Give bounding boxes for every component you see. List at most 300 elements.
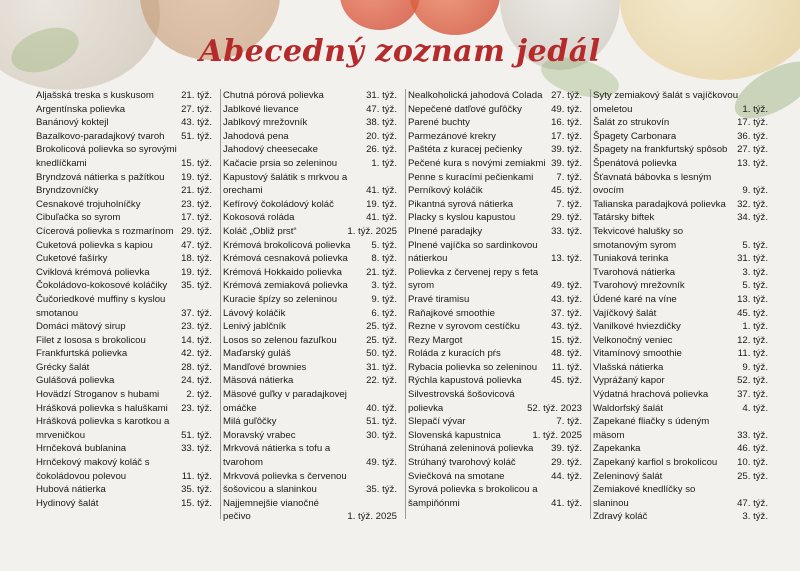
recipe-week: 36. týž.	[737, 130, 768, 142]
recipe-entry	[408, 225, 582, 239]
recipe-week: 11. týž.	[181, 470, 212, 482]
recipe-name: Banánový koktejl	[36, 117, 109, 129]
recipe-entry	[593, 442, 768, 456]
recipe-week: 22. týž.	[366, 375, 397, 387]
recipe-week: 33. týž.	[551, 225, 582, 237]
recipe-entry	[36, 415, 212, 442]
recipe-name: Výdatná hrachová polievka	[593, 389, 709, 401]
recipe-name: Cesnakové trojuholníčky	[36, 198, 141, 210]
recipe-week: 49. týž.	[366, 457, 397, 469]
recipe-name: Pikantná syrová nátierka	[408, 198, 514, 210]
recipe-entry	[36, 483, 212, 497]
recipe-week: 21. týž.	[181, 90, 212, 101]
recipe-entry	[223, 239, 397, 253]
recipe-name: Jahodová pena	[223, 130, 289, 142]
recipe-name: Cviklová krémová polievka	[36, 266, 150, 278]
recipe-entry	[36, 320, 212, 334]
recipe-name: Pravé tiramisu	[408, 293, 470, 305]
recipe-name: Tvarohový mrežovník	[593, 280, 685, 292]
recipe-entry	[223, 388, 397, 415]
recipe-name: Strúhaná zeleninová polievka	[408, 443, 534, 455]
recipe-entry	[408, 157, 582, 171]
recipe-name: Krémová cesnaková polievka	[223, 253, 348, 265]
recipe-week: 21. týž.	[181, 185, 212, 197]
recipe-entry	[223, 293, 397, 307]
recipe-entry	[223, 143, 397, 157]
recipe-name: Chutná pórová polievka	[223, 90, 324, 101]
recipe-entry	[223, 374, 397, 388]
recipe-week: 47. týž.	[366, 103, 397, 115]
recipe-week: 31. týž.	[366, 361, 397, 373]
tomato-image	[410, 0, 500, 35]
recipe-week: 24. týž.	[181, 375, 212, 387]
recipe-entry	[36, 116, 212, 130]
recipe-entry	[223, 497, 397, 524]
recipe-name: Najjemnejšie vianočné pečivo	[223, 497, 319, 523]
recipe-entry	[223, 171, 397, 198]
recipe-entry	[408, 456, 582, 470]
recipe-name: Parmezánové krekry	[408, 130, 496, 142]
recipe-entry	[223, 429, 397, 443]
recipe-name: Jablkové lievance	[223, 103, 299, 115]
recipe-name: Mrkvová polievka s červenou šošovicou a slaninkou	[223, 470, 347, 496]
recipe-week: 38. týž.	[366, 117, 397, 129]
recipe-entry	[223, 198, 397, 212]
recipe-entry	[408, 347, 582, 361]
recipe-name: Jahodový cheesecake	[223, 144, 318, 156]
recipe-week: 37. týž.	[181, 307, 212, 319]
recipe-week: 23. týž.	[181, 402, 212, 414]
recipe-entry	[593, 130, 768, 144]
recipe-week: 40. týž.	[366, 402, 397, 414]
recipe-entry	[593, 211, 768, 225]
recipe-week: 51. týž.	[366, 416, 397, 428]
recipe-week: 1. týž.	[371, 157, 397, 169]
recipe-entry	[593, 171, 768, 198]
recipe-week: 9. týž.	[742, 361, 768, 373]
recipe-name: Frankfurtská polievka	[36, 348, 128, 360]
recipe-name: Lenivý jablčník	[223, 321, 286, 333]
recipe-name: Kefírový čokoládový koláč	[223, 198, 334, 210]
recipe-week: 52. týž.	[737, 375, 768, 387]
recipe-name: Rýchla kapustová polievka	[408, 375, 522, 387]
recipe-entry	[223, 157, 397, 171]
recipe-entry	[593, 470, 768, 484]
recipe-week: 13. týž.	[737, 293, 768, 305]
recipe-week: 17. týž.	[551, 130, 582, 142]
recipe-entry	[593, 374, 768, 388]
recipe-entry	[36, 198, 212, 212]
recipe-week: 7. týž.	[556, 171, 582, 183]
recipe-name: Rybacia polievka so zeleninou	[408, 361, 538, 373]
recipe-week: 43. týž.	[551, 321, 582, 333]
recipe-week: 1. týž. 2025	[347, 511, 397, 523]
recipe-entry	[223, 279, 397, 293]
recipe-name: Filet z lososa s brokolicou	[36, 334, 146, 346]
recipe-name: Gulášová polievka	[36, 375, 115, 387]
recipe-name: Pečené kura s novými zemiakmi	[408, 157, 546, 169]
recipe-name: Šťavnatá bábovka s lesným ovocím	[593, 171, 712, 197]
recipe-name: Vyprážaný kapor	[593, 375, 665, 387]
recipe-week: 31. týž.	[366, 90, 397, 101]
recipe-week: 51. týž.	[181, 429, 212, 441]
recipe-week: 17. týž.	[181, 212, 212, 224]
recipe-week: 28. týž.	[181, 361, 212, 373]
recipe-name: Špenátová polievka	[593, 157, 677, 169]
recipe-entry	[593, 347, 768, 361]
recipe-week: 45. týž.	[551, 185, 582, 197]
recipe-week: 48. týž.	[551, 348, 582, 360]
recipe-entry	[408, 211, 582, 225]
recipe-entry	[408, 442, 582, 456]
recipe-entry	[36, 442, 212, 456]
recipe-entry	[223, 361, 397, 375]
recipe-entry	[408, 143, 582, 157]
recipe-week: 37. týž.	[737, 389, 768, 401]
recipe-name: Strúhaný tvarohový koláč	[408, 457, 516, 469]
recipe-week: 44. týž.	[551, 470, 582, 482]
recipe-name: Zapekané fliačky s údeným mäsom	[593, 416, 710, 441]
recipe-entry	[593, 225, 768, 252]
recipe-name: Zdravý koláč	[593, 511, 648, 523]
recipe-entry	[36, 184, 212, 198]
recipe-name: Hrnčekový makový koláč s čokoládovou polevou	[36, 457, 150, 482]
recipe-name: Čokoládovo-kokosové koláčiky	[36, 280, 168, 292]
recipe-entry	[223, 130, 397, 144]
recipe-entry	[36, 334, 212, 348]
recipe-entry	[223, 415, 397, 429]
recipe-name: Zapekaný karfiol s brokolicou	[593, 457, 718, 469]
recipe-entry	[36, 143, 212, 170]
recipe-week: 27. týž.	[737, 144, 768, 156]
recipe-week: 41. týž.	[366, 212, 397, 224]
recipe-entry	[36, 347, 212, 361]
recipe-name: Koláč „Obliž prst“	[223, 225, 297, 237]
recipe-week: 15. týž.	[181, 157, 212, 169]
recipe-entry	[36, 402, 212, 416]
recipe-name: Cuketová polievka s kapiou	[36, 239, 153, 251]
recipe-entry	[593, 334, 768, 348]
recipe-name: Parené buchty	[408, 117, 470, 129]
recipe-entry	[36, 130, 212, 144]
recipe-entry	[593, 252, 768, 266]
recipe-entry	[223, 211, 397, 225]
recipe-week: 10. týž.	[737, 457, 768, 469]
recipe-entry	[223, 347, 397, 361]
recipe-entry	[223, 225, 397, 239]
recipe-name: Lávový koláčik	[223, 307, 286, 319]
recipe-entry	[593, 388, 768, 402]
recipe-entry	[408, 429, 582, 443]
recipe-entry	[593, 361, 768, 375]
recipe-week: 5. týž.	[371, 239, 397, 251]
recipe-week: 29. týž.	[181, 225, 212, 237]
recipe-name: Krémová zemiaková polievka	[223, 280, 348, 292]
recipe-name: Rezy Margot	[408, 334, 463, 346]
recipe-entry	[408, 266, 582, 293]
recipe-week: 13. týž.	[551, 253, 582, 265]
recipe-week: 18. týž.	[181, 253, 212, 265]
recipe-week: 45. týž.	[737, 307, 768, 319]
recipe-name: Vanilkové hviezdičky	[593, 321, 681, 333]
recipe-week: 31. týž.	[737, 253, 768, 265]
recipe-week: 19. týž.	[181, 171, 212, 183]
recipe-week: 51. týž.	[181, 130, 212, 142]
recipe-week: 1. týž. 2025	[347, 225, 397, 237]
recipe-name: Špagety Carbonara	[593, 130, 677, 142]
recipe-week: 27. týž.	[181, 103, 212, 115]
recipe-name: Zemiakové knedlíčky so slaninou	[593, 484, 696, 509]
recipe-week: 27. týž.	[551, 90, 582, 101]
recipe-week: 42. týž.	[181, 348, 212, 360]
recipe-name: Vlašská nátierka	[593, 361, 664, 373]
recipe-entry	[223, 307, 397, 321]
recipe-name: Špagety na frankfurtský spôsob	[593, 144, 728, 156]
recipe-entry	[223, 103, 397, 117]
recipe-week: 37. týž.	[551, 307, 582, 319]
recipe-week: 45. týž.	[551, 375, 582, 387]
recipe-name: Aljašská treska s kuskusom	[36, 90, 154, 101]
recipe-name: Mäsová nátierka	[223, 375, 294, 387]
recipe-name: Krémová brokolicová polievka	[223, 239, 351, 251]
recipe-entry	[593, 143, 768, 157]
recipe-entry	[223, 442, 397, 469]
recipe-name: Syty zemiakový šalát s vajíčkovou omeletou	[593, 90, 739, 115]
recipe-name: Sviečková na smotane	[408, 470, 505, 482]
recipe-entry	[593, 402, 768, 416]
recipe-week: 2. týž.	[186, 389, 212, 401]
recipe-name: Milá guľôčky	[223, 416, 277, 428]
recipe-week: 52. týž. 2023	[527, 402, 582, 414]
recipe-week: 1. týž.	[742, 321, 768, 333]
recipe-entry	[223, 252, 397, 266]
recipe-week: 49. týž.	[551, 280, 582, 292]
recipe-name: Raňajkové smoothie	[408, 307, 495, 319]
recipe-name: Polievka z červenej repy s feta syrom	[408, 266, 539, 292]
recipe-name: Jablkový mrežovník	[223, 117, 308, 129]
recipe-entry	[593, 279, 768, 293]
recipe-name: Kačacie prsia so zeleninou	[223, 157, 338, 169]
recipe-week: 19. týž.	[366, 198, 397, 210]
recipe-entry	[223, 116, 397, 130]
recipe-week: 7. týž.	[556, 198, 582, 210]
recipe-week: 29. týž.	[551, 212, 582, 224]
index-column-3	[406, 89, 591, 519]
recipe-week: 26. týž.	[366, 144, 397, 156]
recipe-week: 5. týž.	[742, 280, 768, 292]
recipe-name: Hubová nátierka	[36, 484, 106, 496]
recipe-week: 50. týž.	[366, 348, 397, 360]
recipe-week: 35. týž.	[181, 484, 212, 496]
recipe-entry	[36, 388, 212, 402]
recipe-entry	[36, 497, 212, 511]
recipe-week: 20. týž.	[366, 130, 397, 142]
recipe-entry	[408, 130, 582, 144]
recipe-entry	[408, 116, 582, 130]
recipe-week: 29. týž.	[551, 457, 582, 469]
recipe-entry	[36, 293, 212, 320]
recipe-week: 11. týž.	[551, 361, 582, 373]
recipe-week: 9. týž.	[371, 293, 397, 305]
recipe-name: Bazalkovo-paradajkový tvaroh	[36, 130, 165, 142]
recipe-name: Losos so zelenou fazuľkou	[223, 334, 337, 346]
recipe-name: Hovädzí Stroganov s hubami	[36, 389, 160, 401]
recipe-week: 46. týž.	[737, 443, 768, 455]
recipe-entry	[408, 320, 582, 334]
recipe-week: 25. týž.	[737, 470, 768, 482]
recipe-name: Argentínska polievka	[36, 103, 126, 115]
recipe-entry	[408, 239, 582, 266]
recipe-name: Penne s kuracími pečienkami	[408, 171, 534, 183]
recipe-week: 14. týž.	[181, 334, 212, 346]
tomato-image	[340, 0, 420, 30]
recipe-name: Nealkoholická jahodová Colada	[408, 90, 543, 101]
recipe-week: 25. týž.	[366, 334, 397, 346]
recipe-week: 5. týž.	[742, 239, 768, 251]
recipe-name: Grécky šalát	[36, 361, 90, 373]
recipe-entry	[223, 334, 397, 348]
recipe-entry	[593, 157, 768, 171]
recipe-week: 41. týž.	[551, 497, 582, 509]
recipe-week: 19. týž.	[181, 266, 212, 278]
recipe-entry	[593, 198, 768, 212]
recipe-week: 34. týž.	[737, 212, 768, 224]
recipe-name: Hrnčeková bublanina	[36, 443, 127, 455]
recipe-week: 47. týž.	[737, 497, 768, 509]
recipe-name: Domáci mätový sirup	[36, 321, 126, 333]
recipe-entry	[408, 470, 582, 484]
recipe-name: Maďarský guláš	[223, 348, 291, 360]
recipe-week: 41. týž.	[366, 185, 397, 197]
recipe-name: Nepečené datľové guľôčky	[408, 103, 522, 115]
recipe-entry	[36, 239, 212, 253]
recipe-name: Paštéta z kuracej pečienky	[408, 144, 523, 156]
recipe-name: Roláda z kuracích pŕs	[408, 348, 501, 360]
recipe-week: 7. týž.	[556, 416, 582, 428]
recipe-entry	[36, 211, 212, 225]
recipe-name: Hrášková polievka s karotkou a mrveničkou	[36, 416, 170, 441]
recipe-week: 43. týž.	[181, 117, 212, 129]
recipe-name: Vajíčkový šalát	[593, 307, 657, 319]
recipe-week: 33. týž.	[181, 443, 212, 455]
recipe-entry	[408, 171, 582, 185]
recipe-entry	[593, 89, 768, 116]
recipe-name: Šalát zo strukovín	[593, 117, 670, 129]
recipe-entry	[36, 225, 212, 239]
recipe-name: Kuracie špízy so zeleninou	[223, 293, 338, 305]
recipe-week: 1. týž.	[742, 103, 768, 115]
recipe-name: Cuketové fašírky	[36, 253, 108, 265]
recipe-week: 4. týž.	[742, 402, 768, 414]
recipe-name: Bryndzová nátierka s pažítkou	[36, 171, 165, 183]
recipe-week: 16. týž.	[551, 117, 582, 129]
recipe-name: Cícerová polievka s rozmarínom	[36, 225, 174, 237]
recipe-name: Zapekanka	[593, 443, 641, 455]
recipe-entry	[408, 415, 582, 429]
recipe-entry	[36, 374, 212, 388]
recipe-entry	[593, 116, 768, 130]
recipe-entry	[36, 266, 212, 280]
recipe-entry	[408, 374, 582, 388]
recipe-name: Kokosová roláda	[223, 212, 295, 224]
recipe-name: Tatársky biftek	[593, 212, 655, 224]
recipe-week: 47. týž.	[181, 239, 212, 251]
recipe-entry	[593, 510, 768, 524]
recipe-week: 21. týž.	[366, 266, 397, 278]
recipe-week: 9. týž.	[742, 185, 768, 197]
recipe-entry	[593, 307, 768, 321]
recipe-entry	[223, 266, 397, 280]
recipe-week: 23. týž.	[181, 321, 212, 333]
recipe-name: Perníkový koláčik	[408, 185, 483, 197]
recipe-entry	[36, 171, 212, 185]
recipe-name: Cibuľačka so syrom	[36, 212, 121, 224]
recipe-name: Slepačí vývar	[408, 416, 466, 428]
recipe-entry	[593, 266, 768, 280]
recipe-entry	[36, 361, 212, 375]
recipe-name: Hydinový šalát	[36, 497, 99, 509]
recipe-name: Placky s kyslou kapustou	[408, 212, 516, 224]
recipe-index	[36, 89, 776, 523]
recipe-week: 35. týž.	[181, 280, 212, 292]
recipe-entry	[593, 456, 768, 470]
recipe-name: Čučoriedkové muffiny s kyslou smotanou	[36, 293, 166, 319]
recipe-name: Moravský vrabec	[223, 429, 296, 441]
recipe-name: Silvestrovská šošovicová polievka	[408, 389, 515, 414]
recipe-week: 23. týž.	[181, 198, 212, 210]
recipe-week: 35. týž.	[366, 484, 397, 496]
recipe-entry	[223, 89, 397, 103]
recipe-name: Mäsové guľky v paradajkovej omáčke	[223, 389, 347, 414]
recipe-entry	[36, 252, 212, 266]
recipe-entry	[36, 89, 212, 103]
recipe-entry	[36, 279, 212, 293]
recipe-entry	[223, 320, 397, 334]
recipe-name: Velkonočný veniec	[593, 334, 673, 346]
recipe-entry	[408, 184, 582, 198]
recipe-week: 15. týž.	[181, 497, 212, 509]
recipe-week: 39. týž.	[551, 144, 582, 156]
recipe-name: Slovenská kapustnica	[408, 429, 501, 441]
recipe-name: Kapustový šalátik s mrkvou a orechami	[223, 171, 348, 197]
recipe-name: Syrová polievka s brokolicou a šampiňónmi	[408, 484, 538, 509]
recipe-week: 25. týž.	[366, 321, 397, 333]
recipe-name: Mrkvová nátierka s tofu a tvarohom	[223, 443, 331, 469]
recipe-entry	[223, 470, 397, 497]
recipe-week: 3. týž.	[742, 266, 768, 278]
recipe-entry	[408, 103, 582, 117]
recipe-week: 30. týž.	[366, 429, 397, 441]
recipe-entry	[408, 483, 582, 510]
recipe-week: 3. týž.	[742, 511, 768, 523]
recipe-entry	[408, 89, 582, 103]
recipe-week: 43. týž.	[551, 293, 582, 305]
recipe-entry	[593, 483, 768, 510]
recipe-name: Tekvicové halušky so smotanovým syrom	[593, 225, 684, 251]
recipe-week: 6. týž.	[371, 307, 397, 319]
recipe-name: Waldorfský šalát	[593, 402, 664, 414]
recipe-entry	[593, 320, 768, 334]
recipe-name: Talianska paradajková polievka	[593, 198, 726, 210]
recipe-entry	[408, 388, 582, 415]
recipe-name: Vitamínový smoothie	[593, 348, 682, 360]
recipe-entry	[408, 361, 582, 375]
recipe-entry	[593, 415, 768, 442]
recipe-week: 39. týž.	[551, 443, 582, 455]
recipe-entry	[408, 334, 582, 348]
recipe-name: Krémová Hokkaido polievka	[223, 266, 342, 278]
recipe-week: 17. týž.	[737, 117, 768, 129]
